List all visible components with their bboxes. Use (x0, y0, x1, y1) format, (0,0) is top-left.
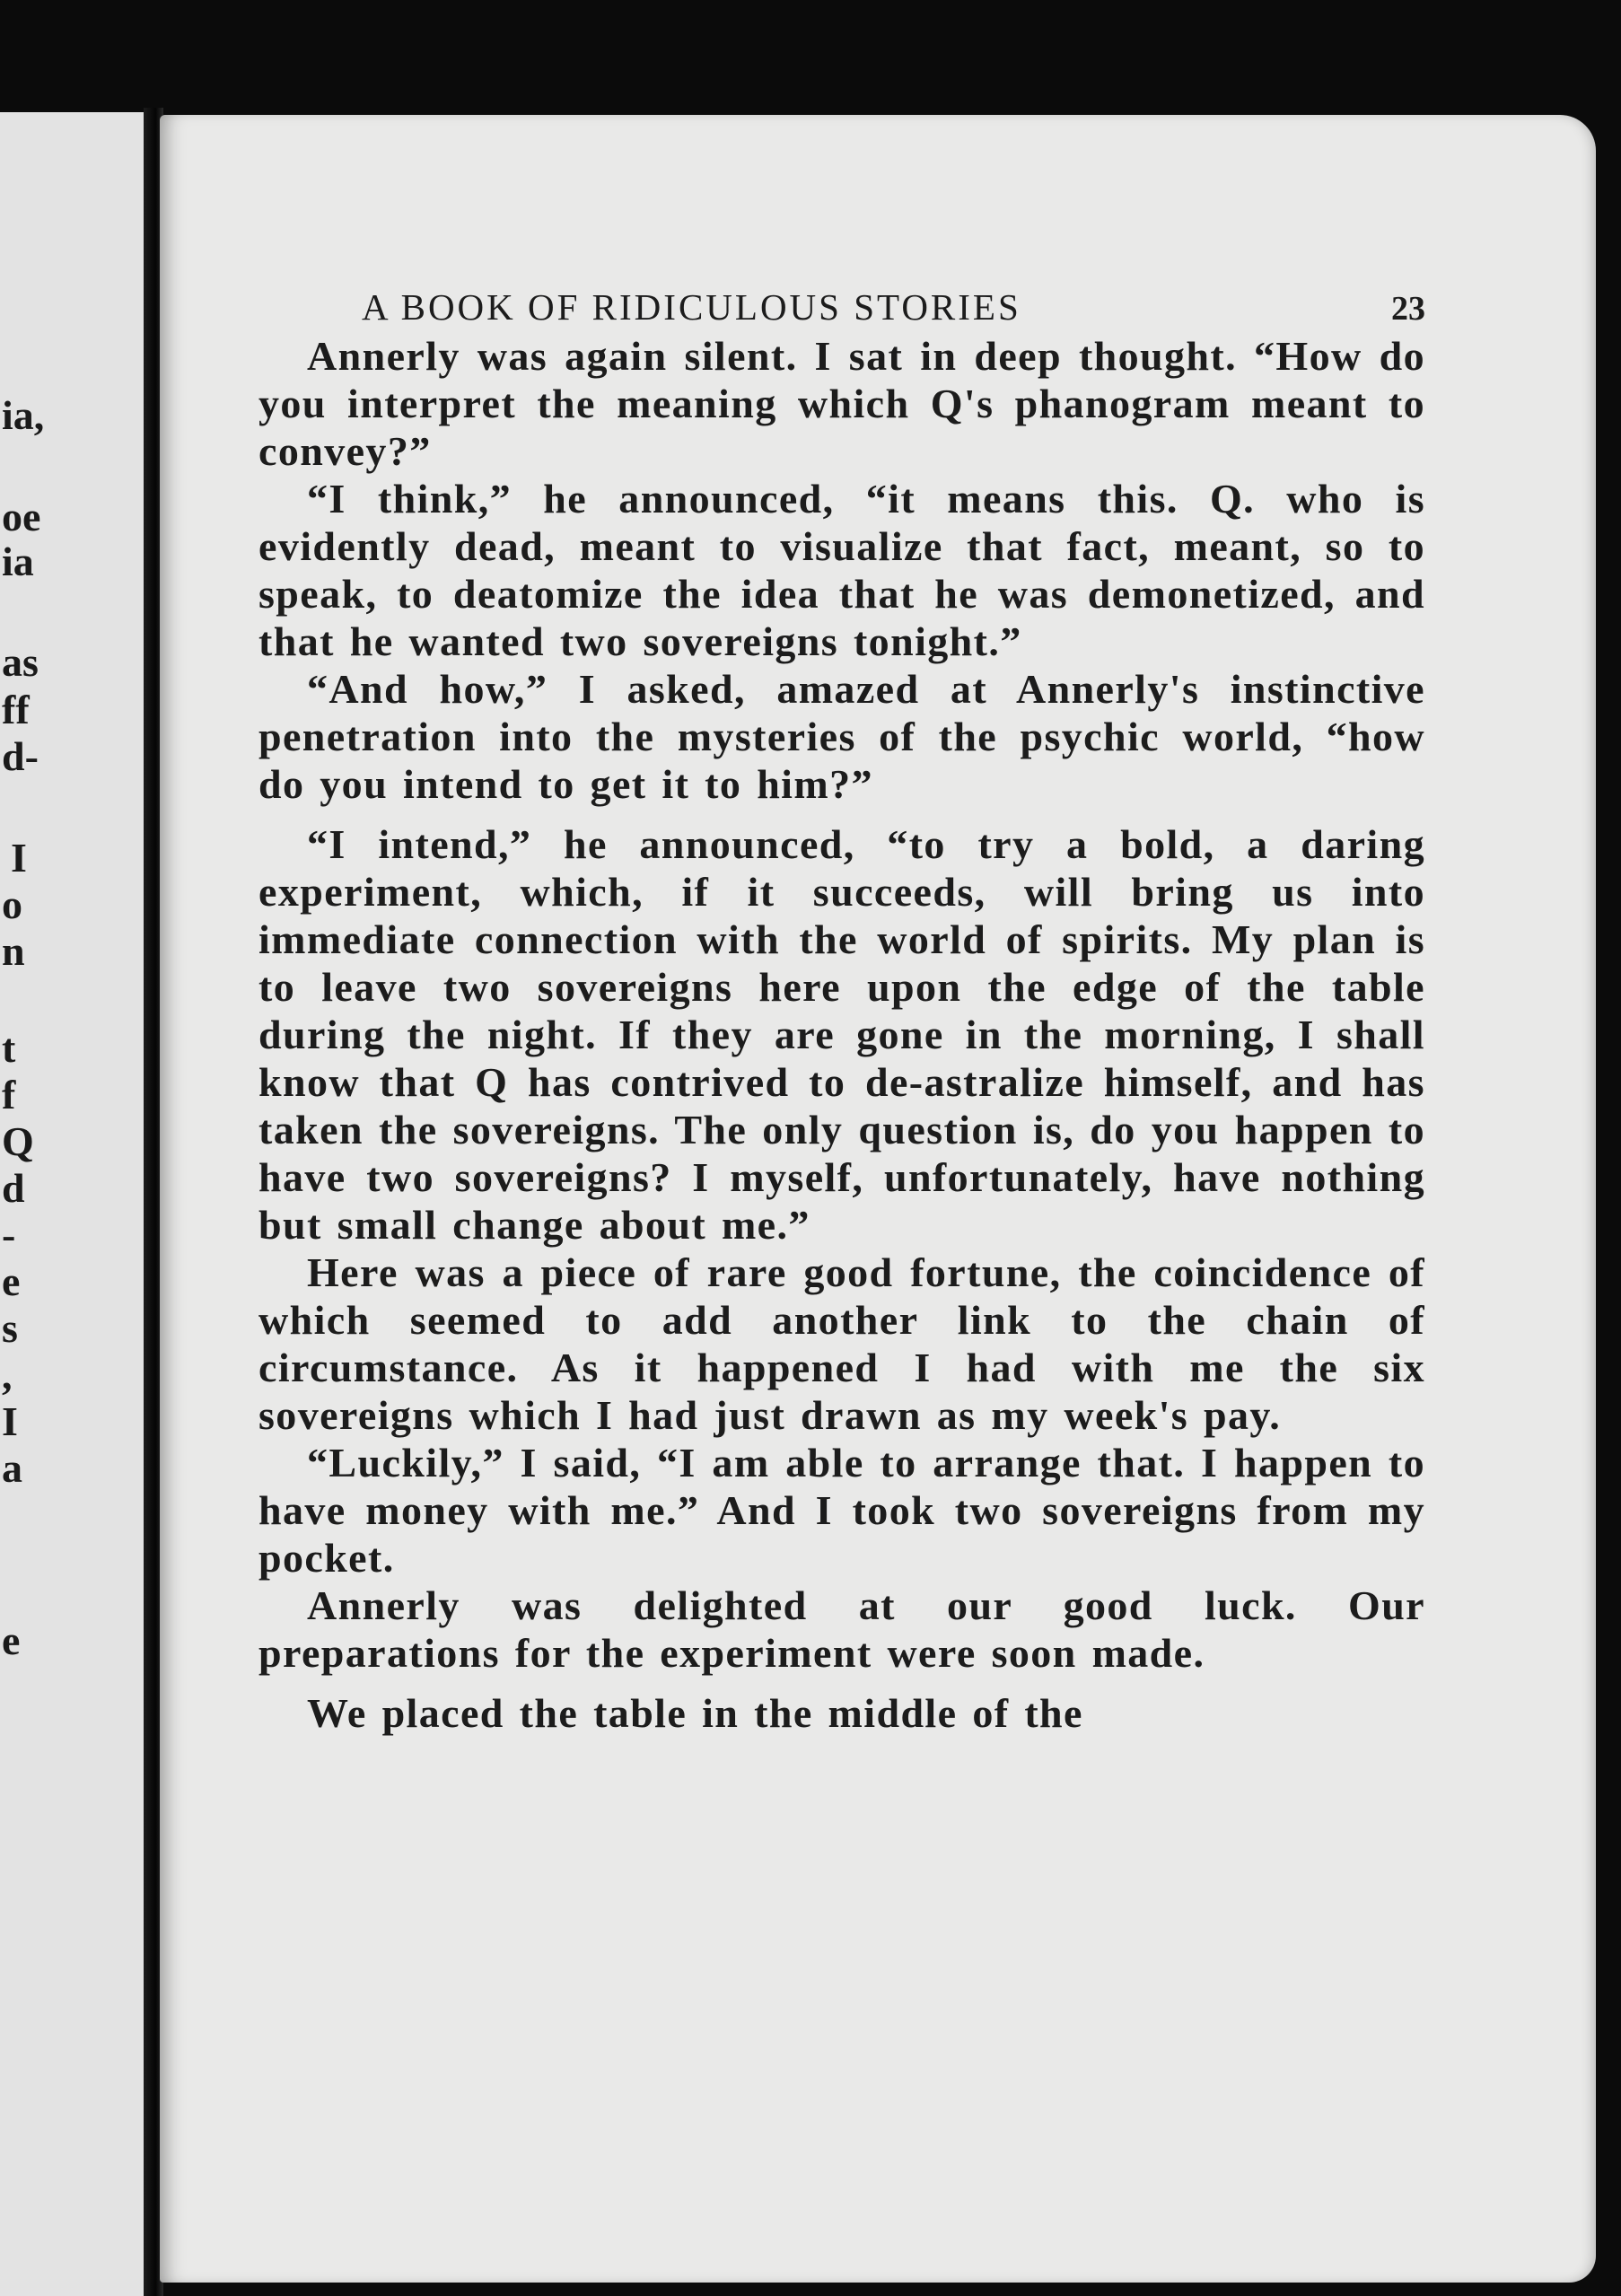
page-text-block (258, 285, 1425, 1737)
margin-fragment: ia (2, 539, 34, 584)
paragraph: Annerly was delighted at our good luck. Our preparations for the experiment were soon made. (258, 1582, 1425, 1676)
running-head (258, 285, 1425, 329)
paragraph: Here was a piece of rare good fortune, the coincidence of which seemed to add another link to the chain of circumstance. As it happened I had with me the six sovereigns which I had just drawn as my week's pay. (258, 1249, 1425, 1438)
paragraph: We placed the table in the middle of the (307, 1690, 1083, 1736)
margin-fragment: ia, (2, 392, 45, 438)
margin-fragment: f (2, 1072, 16, 1117)
margin-fragment: d (2, 1165, 25, 1211)
margin-fragment: s (2, 1305, 18, 1351)
paragraph: “And how,” I asked, amazed at Annerly's instinctive penetration into the mysteries of the psychic world, “how do you intend to get it to him?” (258, 666, 1425, 807)
margin-fragment: - (2, 1212, 16, 1258)
margin-fragment: o (2, 881, 22, 927)
book-page (160, 115, 1596, 2283)
margin-fragment: ff (2, 687, 30, 732)
margin-fragment: n (2, 928, 25, 974)
previous-page-fragments (0, 112, 151, 2296)
margin-fragment: I (11, 835, 27, 881)
margin-fragment: as (2, 639, 39, 685)
margin-fragment: e (2, 1258, 21, 1304)
running-title: A BOOK OF RIDICULOUS STORIES (362, 286, 1021, 328)
margin-fragment: e (2, 1617, 21, 1663)
margin-fragment: a (2, 1445, 22, 1491)
paragraph: “Luckily,” I said, “I am able to arrange that. I happen to have money with me.” And I took two sovereigns from my pocket. (258, 1440, 1425, 1581)
paragraph: “I think,” he announced, “it means this. Q. who is evidently dead, meant to visualize that fact, meant, so to speak, to deatomize the idea that he was demonetized, and that he wanted two sovereigns tonight.” (258, 476, 1425, 664)
margin-fragment: Q (2, 1118, 34, 1164)
paragraph: Annerly was again silent. I sat in deep thought. “How do you interpret the meaning which Q's phanogram meant to convey?” (258, 333, 1425, 474)
margin-fragment: I (2, 1398, 18, 1444)
margin-fragment: t (2, 1025, 16, 1071)
paragraph: “I intend,” he announced, “to try a bold, a daring experiment, which, if it succeeds, will bring us into immediate connection with the world of spirits. My plan is to leave two sovereigns here upon the edge of the table during the night. If they are gone in the morning, I shall know that Q has contrived to de-astralize himself, and has taken the sovereigns. The only question is, do you happen to have two sovereigns? I myself, unfortunately, have nothing but small change about me.” (258, 821, 1425, 1248)
previous-page-edge (0, 112, 151, 2296)
margin-fragment: oe (2, 494, 41, 539)
margin-fragment: , (2, 1352, 13, 1398)
margin-fragment: d- (2, 733, 39, 779)
page-number: 23 (1391, 290, 1425, 328)
